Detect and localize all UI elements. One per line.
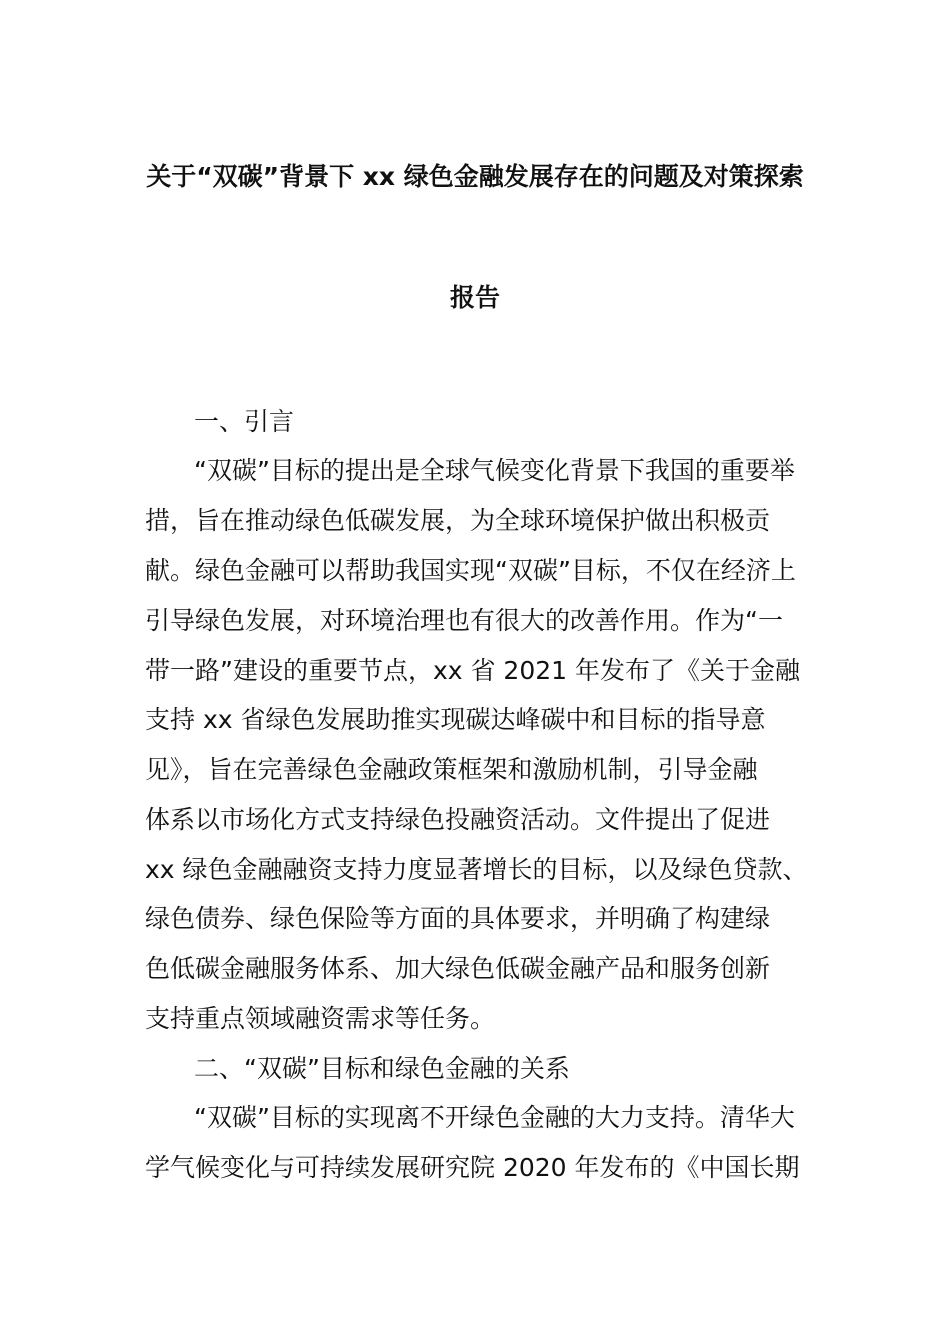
document-title-continued: 报告	[449, 283, 500, 312]
paragraph-line: 色低碳金融服务体系、加大绿色低碳金融产品和服务创新	[145, 954, 771, 983]
paragraph-line: xx 绿色金融融资支持力度显著增长的目标，以及绿色贷款、	[145, 855, 808, 884]
paragraph-line: 措，旨在推动绿色低碳发展，为全球环境保护做出积极贡	[145, 506, 771, 535]
document-title: 关于“双碳”背景下 xx 绿色金融发展存在的问题及对策探索	[146, 162, 804, 191]
paragraph-line: 支持 xx 省绿色发展助推实现碳达峰碳中和目标的指导意	[145, 705, 766, 734]
section-heading-introduction: 一、引言	[194, 407, 295, 436]
paragraph-line: 体系以市场化方式支持绿色投融资活动。文件提出了促进	[145, 805, 771, 834]
paragraph-line: 献。绿色金融可以帮助我国实现“双碳”目标，不仅在经济上	[145, 556, 796, 585]
paragraph-line: 学气候变化与可持续发展研究院 2020 年发布的《中国长期	[145, 1153, 800, 1182]
paragraph-line: “双碳”目标的实现离不开绿色金融的大力支持。清华大	[194, 1103, 795, 1132]
paragraph-line: 带一路”建设的重要节点，xx 省 2021 年发布了《关于金融	[145, 656, 801, 685]
paragraph-line: 支持重点领域融资需求等任务。	[145, 1004, 496, 1033]
paragraph-line: 见》，旨在完善绿色金融政策框架和激励机制，引导金融	[145, 755, 758, 784]
section-heading-relationship: 二、“双碳”目标和绿色金融的关系	[194, 1054, 570, 1083]
paragraph-line: 绿色债券、绿色保险等方面的具体要求，并明确了构建绿	[145, 904, 771, 933]
paragraph-line: 引导绿色发展，对环境治理也有很大的改善作用。作为“一	[145, 606, 783, 635]
paragraph-line: “双碳”目标的提出是全球气候变化背景下我国的重要举	[194, 456, 795, 485]
